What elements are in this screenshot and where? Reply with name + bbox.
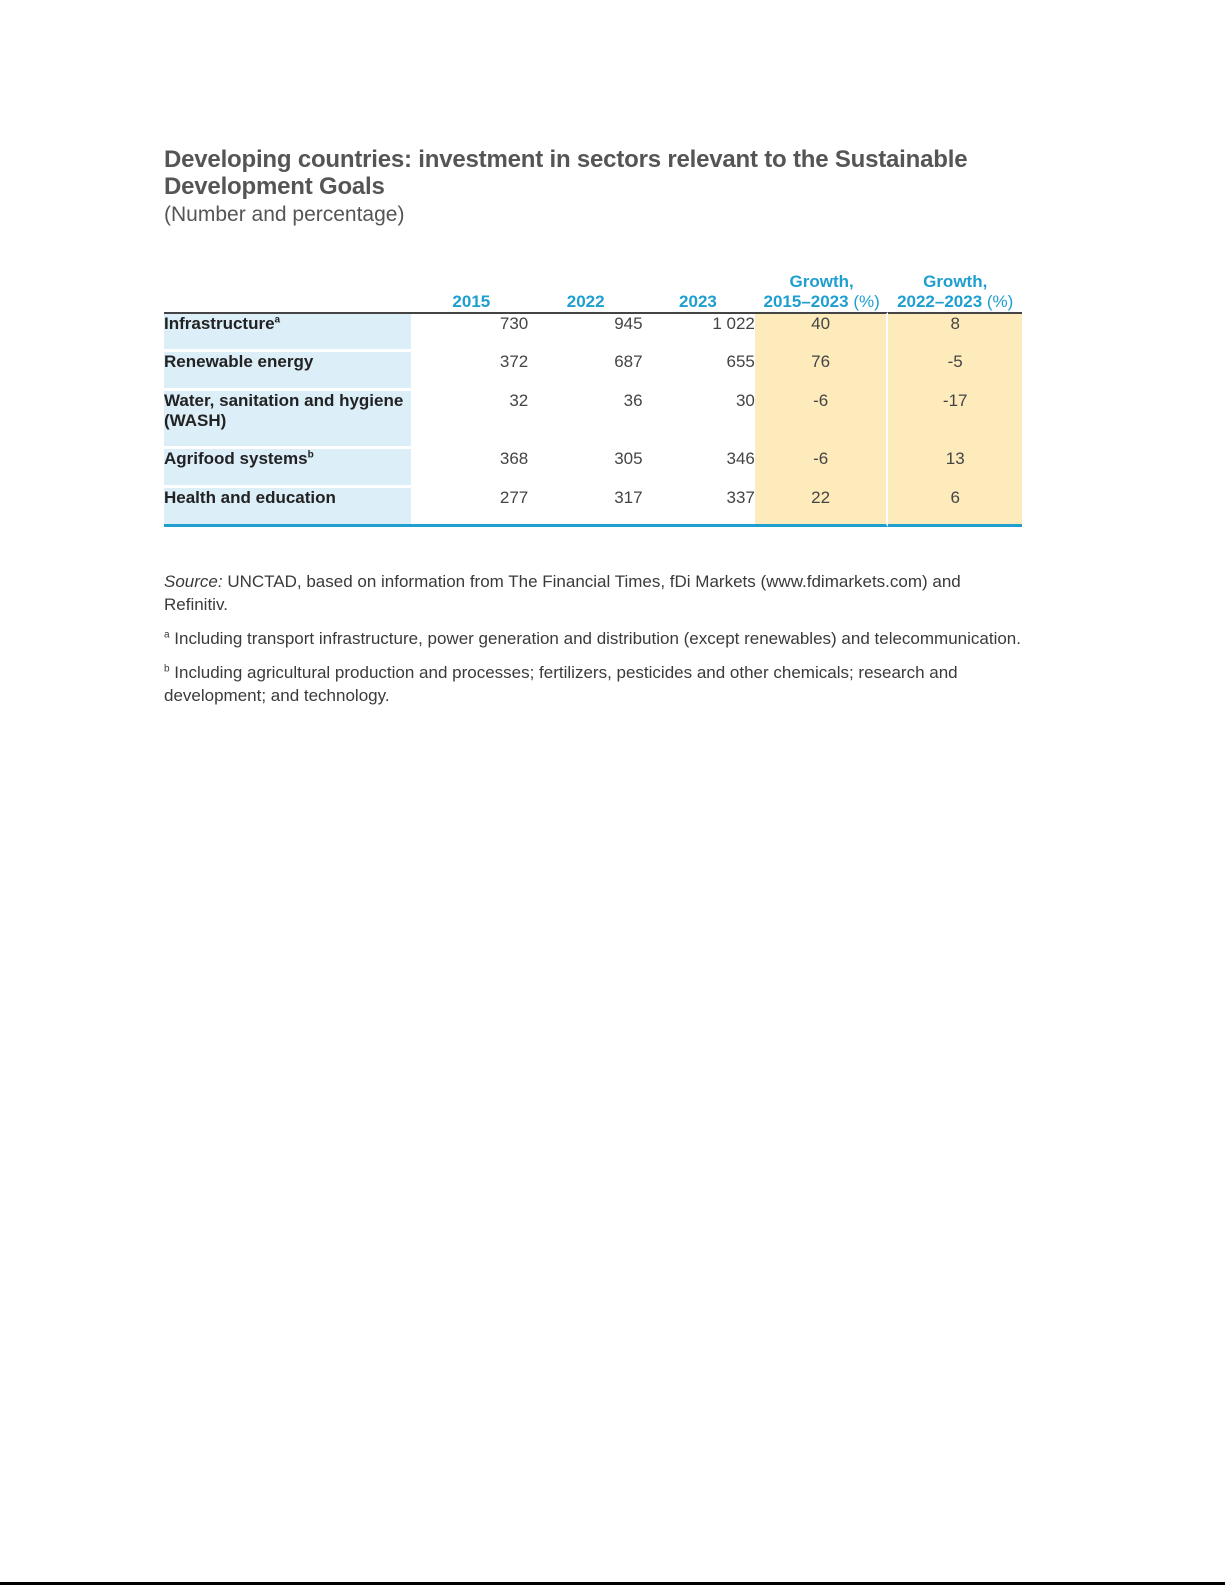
footnote-a-mark: a	[164, 629, 170, 641]
table-title: Developing countries: investment in sectors relevant to the Sustainable Development Goals	[164, 146, 968, 200]
row-label-text: Renewable energy	[164, 352, 314, 371]
header-growth-2015-2023	[755, 272, 889, 312]
cell-2023: 30	[735, 391, 755, 410]
cell-2023: 655	[726, 352, 755, 371]
cell-2015: 372	[499, 352, 529, 371]
cell-2015: 32	[509, 391, 529, 410]
row-label-text: Health and education	[164, 488, 336, 507]
cell-growth-2022-2023: 13	[888, 449, 1022, 488]
source-note	[164, 570, 1022, 616]
header-2015: 2015	[452, 292, 491, 311]
cell-growth-2015-2023: 76	[755, 352, 889, 391]
table-subtitle: (Number and percentage)	[164, 203, 405, 226]
cell-2022: 317	[528, 488, 642, 527]
cell-2023: 1 022	[643, 312, 755, 352]
source-label: Source:	[164, 572, 223, 591]
cell-growth-2015-2023: 40	[755, 312, 889, 352]
cell-growth-2022-2023: 6	[888, 488, 1022, 527]
cell-2023: 337	[643, 488, 755, 527]
investment-table	[164, 272, 1022, 527]
cell-growth-2022-2023: -17	[888, 391, 1022, 449]
footnote-a	[164, 627, 1022, 650]
table-header-row	[164, 272, 1022, 312]
cell-growth-2022-2023: -5	[888, 352, 1022, 391]
footnote-b-text: Including agricultural production and processes; fertilizers, pesticides and other chemicals; research and development; and technology.	[164, 663, 958, 705]
header-empty	[164, 272, 411, 312]
header-growth-2-line1: Growth,	[923, 272, 988, 291]
header-2023: 2023	[679, 292, 717, 311]
row-label	[164, 449, 411, 488]
table-row	[164, 352, 1022, 391]
row-label	[164, 312, 411, 352]
cell-growth-2022-2023: 8	[888, 312, 1022, 352]
footnote-b-mark: b	[164, 663, 170, 675]
footnote-b	[164, 661, 1022, 707]
row-label	[164, 352, 411, 391]
cell-2023: 346	[726, 449, 755, 468]
cell-2015: 368	[499, 449, 529, 468]
header-growth-1-line1: Growth,	[789, 272, 854, 291]
cell-growth-2015-2023: -6	[755, 449, 889, 488]
row-label-text: Water, sanitation and hygiene (WASH)	[164, 391, 404, 430]
row-label-text: Infrastructure	[164, 314, 275, 333]
table-notes	[164, 570, 1022, 718]
cell-2022: 36	[623, 391, 643, 410]
header-growth-1-pct: (%)	[853, 292, 880, 311]
source-text: UNCTAD, based on information from The Financial Times, fDi Markets (www.fdimarkets.com) and Refinitiv.	[164, 572, 961, 614]
cell-growth-2015-2023: -6	[755, 391, 889, 449]
row-label	[164, 391, 411, 449]
header-growth-2-pct: (%)	[986, 292, 1014, 311]
header-growth-1-line2: 2015–2023	[763, 292, 849, 311]
table-row	[164, 449, 1022, 488]
footnote-mark: a	[274, 314, 281, 326]
cell-growth-2015-2023: 22	[755, 488, 889, 527]
footnote-mark: b	[307, 449, 314, 461]
cell-2015: 730	[411, 312, 528, 352]
cell-2022: 305	[614, 449, 643, 468]
table-row	[164, 312, 1022, 352]
cell-2022: 687	[614, 352, 643, 371]
cell-2015: 277	[411, 488, 528, 527]
footnote-a-text: Including transport infrastructure, power generation and distribution (except renewables) and telecommunication.	[169, 629, 1021, 648]
row-label-text: Agrifood systems	[164, 449, 308, 468]
row-label	[164, 488, 411, 527]
document-page	[164, 146, 1022, 705]
cell-2022: 945	[528, 312, 642, 352]
header-growth-2022-2023	[888, 272, 1022, 312]
header-growth-2-line2: 2022–2023	[897, 292, 983, 311]
header-2022: 2022	[566, 292, 605, 311]
table-row	[164, 488, 1022, 527]
table-row	[164, 391, 1022, 449]
